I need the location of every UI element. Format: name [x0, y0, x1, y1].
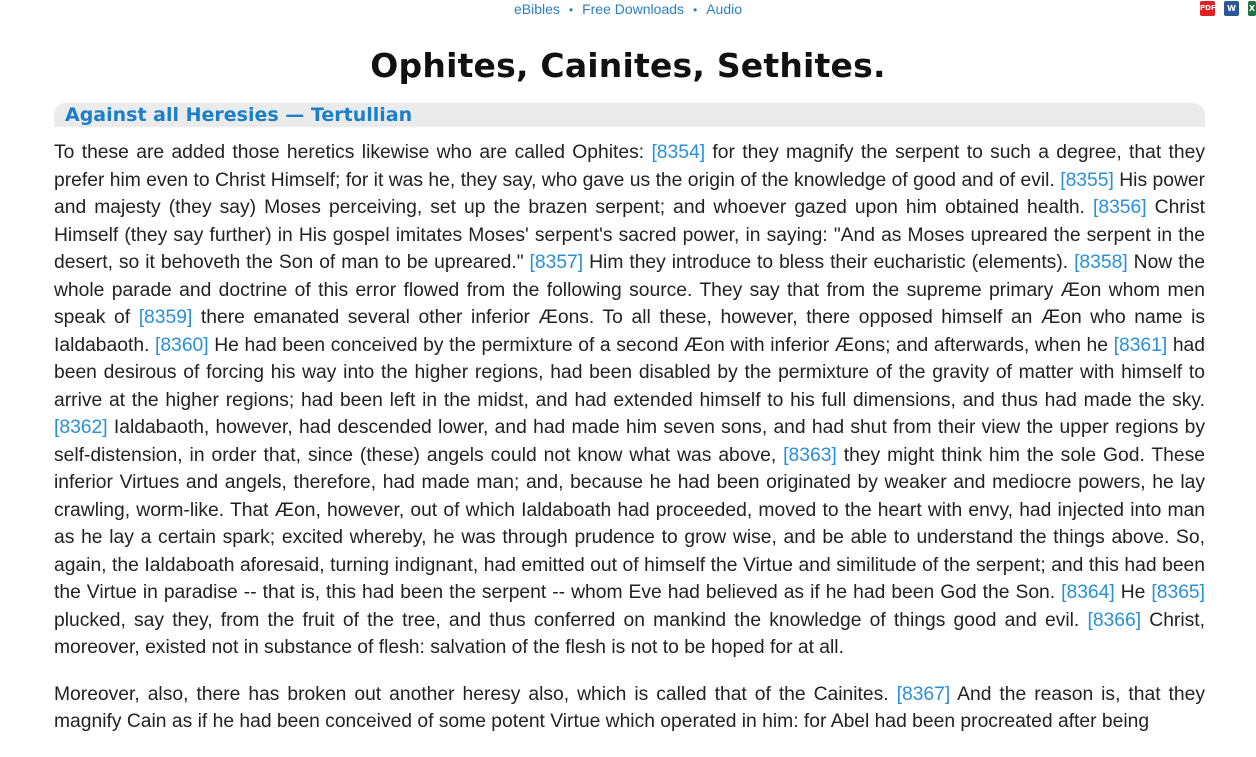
paragraph-text: To these are added those heretics likewise who are called Ophites: [54, 142, 652, 163]
paragraph-text: Now the whole parade and doctrine of this error flowed from the following source. They say that from the supreme primary Æon whom men speak of [54, 252, 1205, 328]
footnote-link[interactable]: [8354] [651, 142, 706, 163]
paragraph-text: Christ, moreover, existed not in substance of flesh: salvation of the flesh is not to be hoped for at all. [54, 609, 1205, 658]
pdf-icon[interactable]: PDF [1200, 1, 1215, 16]
paragraph-text: had been desirous of forcing his way into the higher regions, had been disabled by the permixture of the gravity of matter with himself to arrive at the higher regions; had been left in the midst, and had extended himself to his full dimensions, and thus had made the sky. [54, 334, 1205, 411]
body-paragraph [54, 139, 1205, 662]
nav-link-ebibles[interactable]: eBibles [513, 1, 560, 17]
footnote-link[interactable]: [8366] [1087, 609, 1142, 631]
paragraph-text: He [1114, 582, 1152, 603]
paragraph-text: Christ Himself (they say further) in His gospel imitates Moses' serpent's sacred power, in saying: "And as Moses upreared the serpent in the desert, so it behoveth the Son of man to be upreared." [54, 197, 1206, 273]
work-title-link[interactable]: Against all Heresies — Tertullian [65, 104, 413, 126]
paragraph-text: there emanated several other inferior Æons. To all these, however, there opposed himself an Æon who name is Ialdabaoth. [54, 307, 1205, 356]
footnote-link[interactable]: [8355] [1060, 169, 1114, 191]
paragraph-text: for they magnify the serpent to such a degree, that they prefer him even to Christ Himself; for it was he, they say, who gave us the origin of the knowledge of good and of evil. [54, 142, 1205, 191]
subtitle-bar [54, 103, 1205, 127]
page-title: Ophites, Cainites, Sethites. [370, 46, 886, 85]
footnote-link[interactable]: [8363] [783, 444, 837, 466]
paragraph-text: Him they introduce to bless their eucharistic (elements). [583, 252, 1075, 273]
paragraph-text: Moreover, also, there has broken out another heresy also, which is called that of the Cainites. [54, 683, 897, 705]
footnote-link[interactable]: [8365] [1151, 582, 1205, 603]
paragraph-text: He had been conceived by the permixture of a second Æon with inferior Æons; and afterwards, when he [208, 334, 1114, 356]
paragraph-text: And the reason is, that they magnify Cain as if he had been conceived of some potent Virtue which operated in him: for Abel had been procreated after being [54, 683, 1205, 732]
paragraph-text: plucked, say they, from the fruit of the tree, and thus conferred on mankind the knowledge of things good and evil. [54, 609, 1088, 631]
nav-link-free-downloads[interactable]: Free Downloads [582, 1, 685, 17]
footnote-link[interactable]: [8360] [155, 334, 209, 356]
paragraph-text: His power and majesty (they say) Moses perceiving, set up the brazen serpent; and whoever gazed upon him obtained health. [54, 169, 1206, 218]
download-icons [1191, 1, 1256, 19]
footnote-link[interactable]: [8362] [54, 417, 108, 438]
nav-separator: • [693, 3, 698, 17]
footnote-link[interactable]: [8358] [1074, 252, 1128, 273]
top-navigation [0, 0, 1256, 20]
footnote-link[interactable]: [8361] [1113, 334, 1168, 356]
nav-separator: • [568, 3, 574, 17]
footnote-link[interactable]: [8357] [529, 252, 584, 273]
footnote-link[interactable]: [8359] [138, 307, 193, 328]
paragraph-text: they might think him the sole God. These inferior Virtues and angels, therefore, had made man; and, because he had been originated by weaker and mediocre powers, he lay crawling, worm-like. That Æon, however, out of which Ialdaboath had proceeded, moved to the heart with envy, had injected into man as he lay a certain spark; excited whereby, he was through prudence to grow wise, and be able to understand the things above. So, again, the Ialdaboath aforesaid, turning indignant, had emitted out of himself the Virtue and similitude of the serpent; and this had been the Virtue in paradise -- that is, this had been the serpent -- whom Eve had believed as if he had been God the Son. [54, 444, 1205, 603]
footnote-link[interactable]: [8367] [896, 683, 951, 705]
main-content [54, 139, 1205, 755]
excel-icon[interactable]: X [1248, 1, 1256, 16]
body-paragraph [54, 681, 1205, 736]
paragraph-text: Ialdabaoth, however, had descended lower, and had made him seven sons, and had shut from their view the upper regions by self-distension, in order that, since (these) angels could not know what was above, [54, 417, 1205, 466]
word-icon[interactable]: W [1224, 1, 1239, 16]
nav-link-audio[interactable]: Audio [706, 1, 743, 17]
footnote-link[interactable]: [8364] [1061, 582, 1115, 603]
footnote-link[interactable]: [8356] [1092, 197, 1147, 218]
